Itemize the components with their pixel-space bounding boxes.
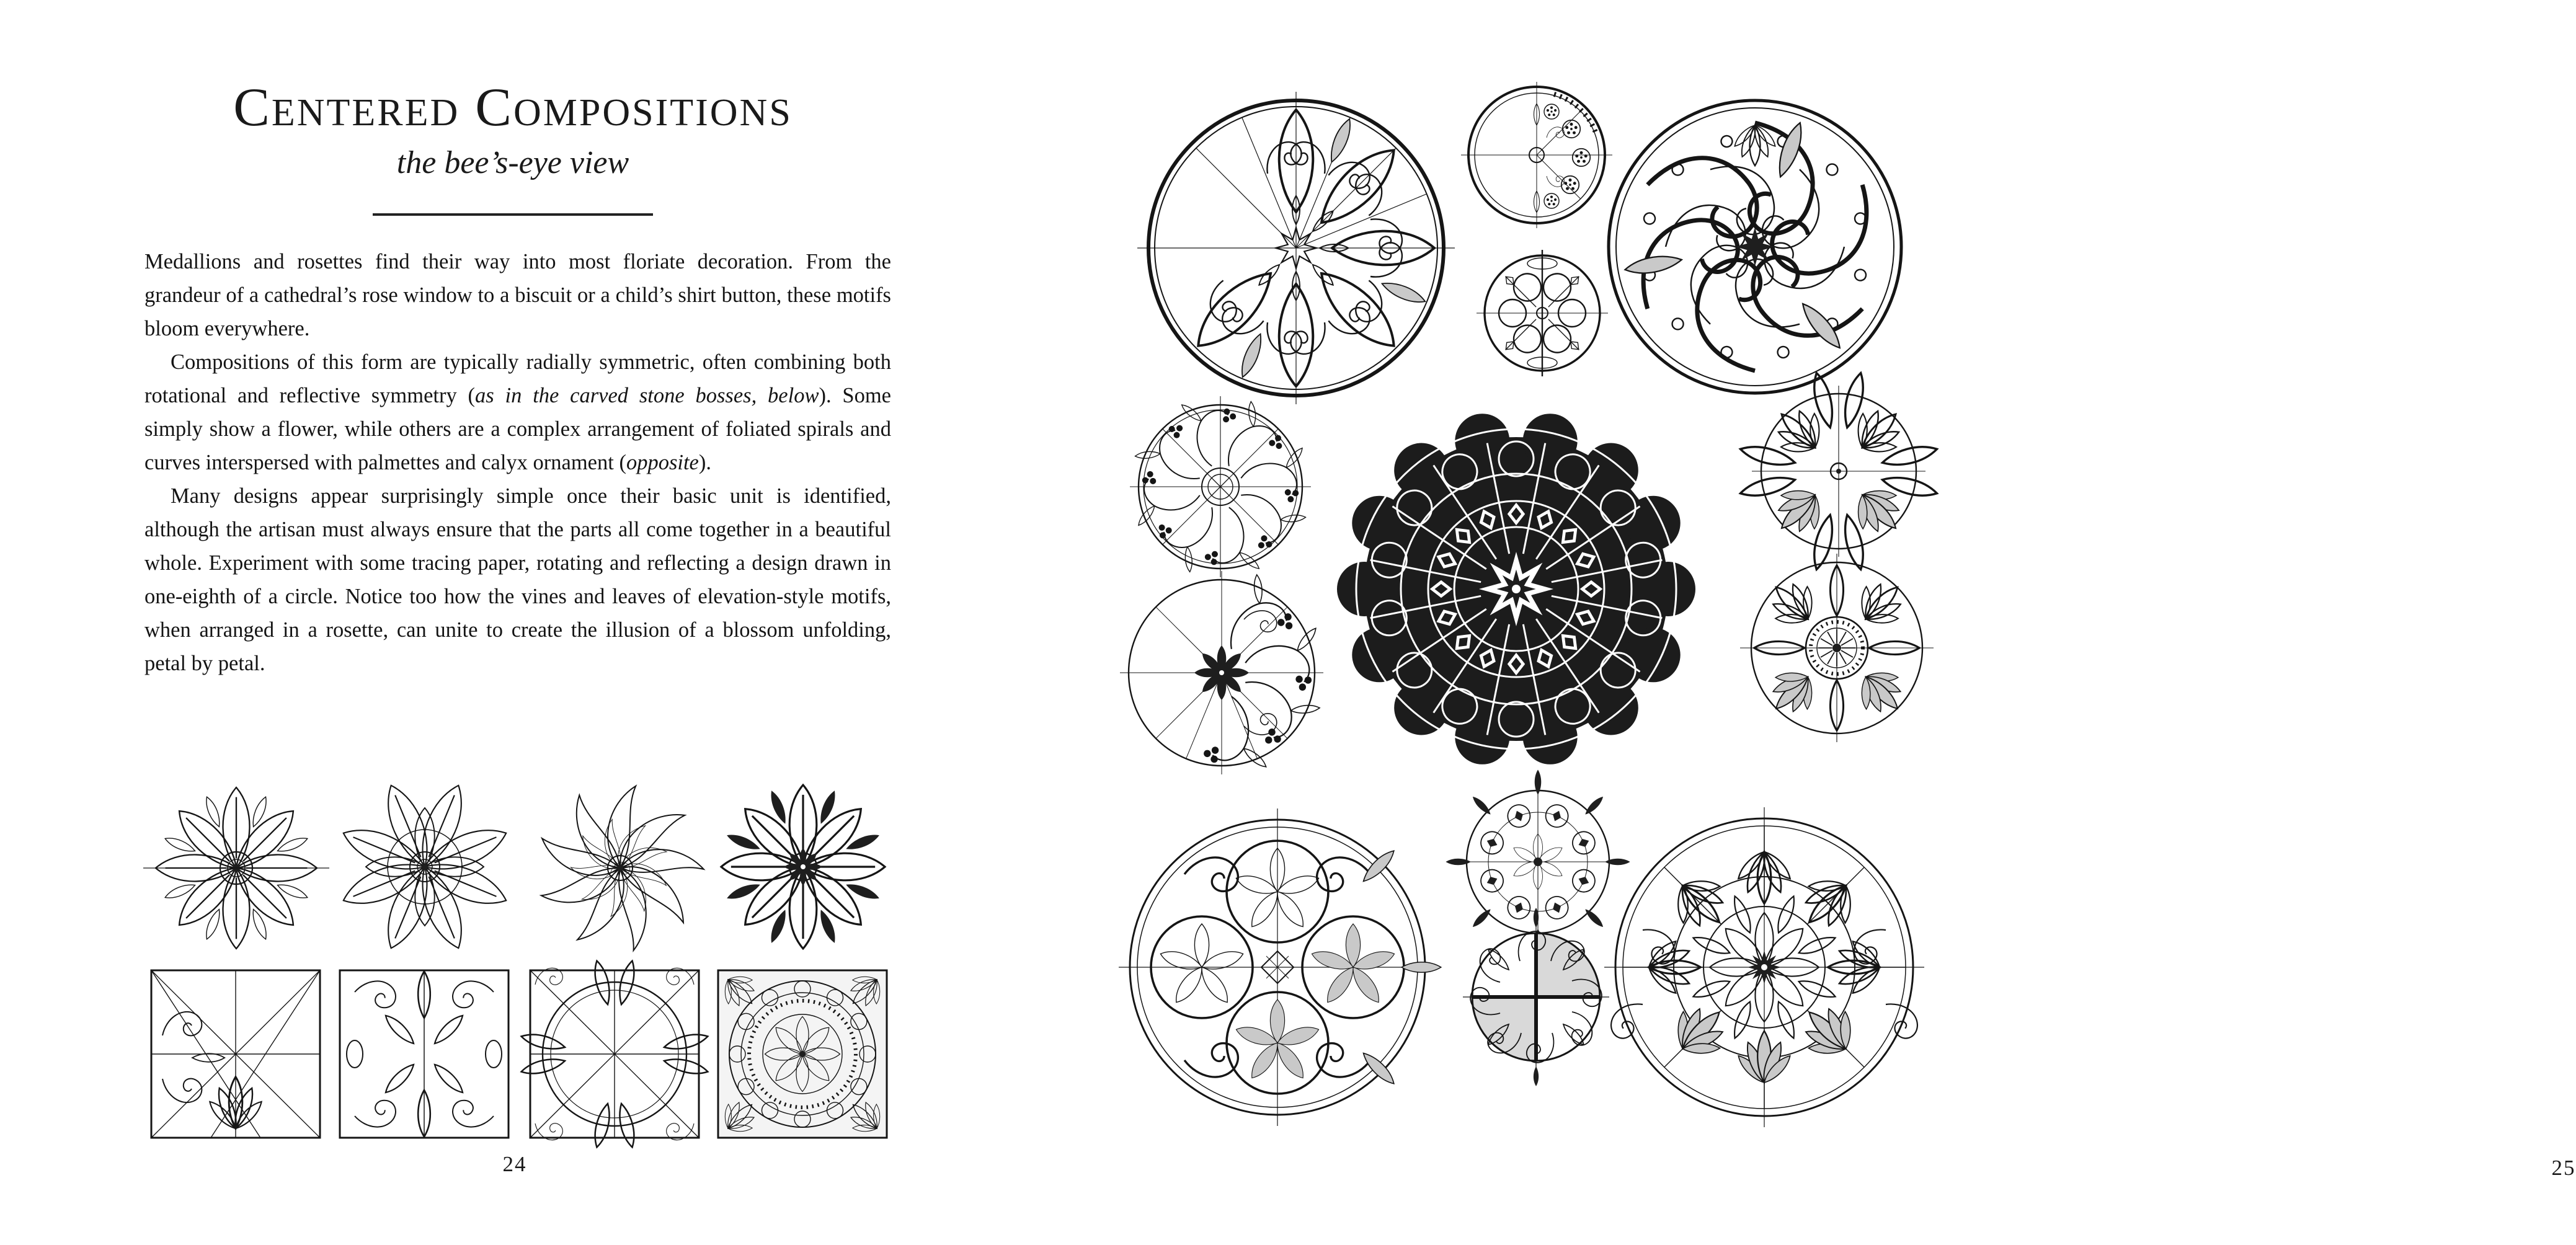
body-paragraph-3 [144, 479, 891, 680]
right-page-figures [1026, 0, 2051, 1245]
text-run: Compositions of this form are typically radially symmetric, often combining both rotational and reflective symmetry ( [144, 350, 891, 407]
page-subtitle: the bee’s-eye view [396, 145, 629, 181]
rosette-boss-figure-3-swirl [537, 786, 703, 950]
figure-floral-rosette-small [1446, 769, 1630, 954]
tile-figure-1 [151, 970, 320, 1138]
title-block [140, 79, 886, 216]
rosette-boss-figure-4-acanthus [721, 785, 885, 949]
tile-figure-3 [520, 959, 709, 1148]
figure-quartered-scroll-roundel [1463, 908, 1609, 1086]
figure-half-drawn-floral [1461, 82, 1612, 228]
figure-interlace-medallion [1609, 100, 1901, 393]
page-number-right: 25 [2551, 1156, 2576, 1180]
figure-gothic-quatrefoil [1477, 250, 1608, 376]
rosette-boss-figure-1 [143, 787, 329, 949]
text-run: Medallions and rosettes find their way into most floriate decoration. From the grandeur of a cathedral’s rose window to a biscuit or a child’s shirt button, these motifs bloom everywhere. [144, 250, 891, 340]
page-title: Centered Compositions [233, 78, 793, 138]
figure-palmette-quatrefoil [1739, 371, 1939, 572]
figure-scalloped-mandala [1337, 414, 1695, 764]
text-run: ). Some simply show a flower, while others are a complex arrangement of foliated spirals and curves interspersed with palmettes and calyx ornament ( [144, 384, 891, 474]
figure-construction-medallion [1137, 92, 1455, 404]
body-paragraph-2 [144, 345, 891, 479]
left-page-figures [0, 769, 1026, 1203]
text-run: ). [698, 451, 711, 474]
tile-figure-2 [340, 970, 509, 1138]
figure-dial-rosette [1740, 554, 1934, 742]
figure-arabesque-roundels [1119, 809, 1441, 1126]
text-run: Many designs appear surprisingly simple once their basic unit is identified, although the artisan must always ensure that the parts all come together in a beautiful whole. Experiment with some tracing paper, rotating and reflecting a design drawn in one-eighth of a circle. Notice too how the vines and leaves of elevation-style motifs, when arranged in a rosette, can unite to create the illusion of a blossom unfolding, petal by petal. [144, 484, 891, 675]
rosette-boss-figure-2 [309, 751, 540, 981]
body-paragraph-1 [144, 245, 891, 345]
figure-half-scroll-medallion [1120, 571, 1338, 789]
page-number-left: 24 [502, 1152, 527, 1176]
body-text [144, 245, 891, 680]
italic-run: as in the carved stone bosses, below [475, 384, 819, 407]
tile-figure-4 [713, 965, 892, 1144]
figure-ivy-rosette [1119, 386, 1321, 587]
title-rule [373, 213, 653, 216]
italic-run: opposite [626, 451, 699, 474]
figure-eightfold-foliate-medallion [1604, 807, 1924, 1127]
